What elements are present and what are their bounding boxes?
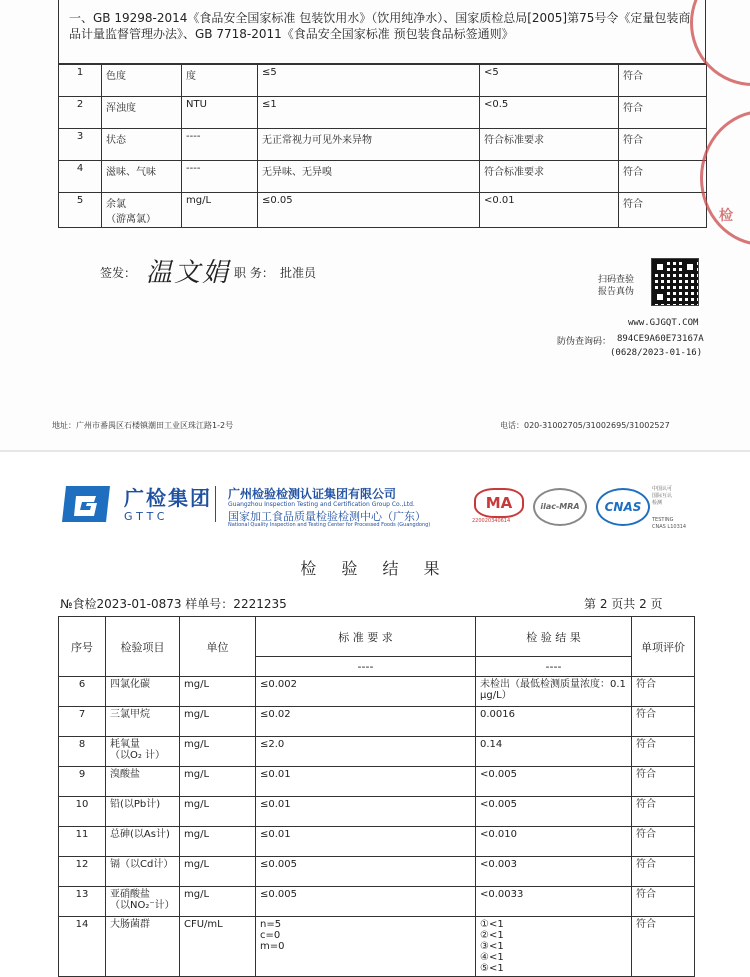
row-no: 12 [59, 857, 106, 887]
center-name-en: National Quality Inspection and Testing Center for Processed Foods (Guangdong) [228, 522, 431, 528]
institution-name: 广州检验检测认证集团有限公司 [228, 487, 397, 501]
row-result: 0.0016 [476, 707, 632, 737]
row-unit: CFU/mL [180, 917, 256, 977]
anti-fake-label: 防伪查询码： [557, 337, 612, 347]
brand-name-en: GTTC [124, 510, 169, 523]
header-standard: 标 准 要 求 [256, 617, 476, 657]
row-item: 大肠菌群 [106, 917, 180, 977]
results-table-page2 [58, 616, 695, 977]
row-result: <0.0033 [476, 887, 632, 917]
row-no: 5 [59, 193, 102, 228]
cnas-note-3: 检测 [652, 500, 663, 506]
row-no: 10 [59, 797, 106, 827]
row-result: <0.010 [476, 827, 632, 857]
row-no: 6 [59, 677, 106, 707]
signature: 温文娟 [146, 258, 231, 288]
position-value: 批准员 [280, 266, 317, 280]
row-item: 总砷(以As计) [106, 827, 180, 857]
row-standard: ≤0.01 [256, 767, 476, 797]
results-table-page1 [58, 64, 707, 228]
row-standard: ≤0.005 [256, 857, 476, 887]
row-standard: ≤1 [258, 97, 480, 129]
row-result: 符合标准要求 [480, 161, 619, 193]
row-no: 11 [59, 827, 106, 857]
table-row [59, 917, 695, 977]
row-no: 2 [59, 97, 102, 129]
table-row [59, 857, 695, 887]
scan-text-1: 扫码查验 [598, 275, 635, 285]
header-no: 序号 [59, 617, 106, 677]
address-text: 地址：广州市番禺区石楼镇潮田工业区珠江路1-2号 [52, 421, 234, 430]
scan-text-2: 报告真伪 [598, 287, 635, 297]
row-item: 浑浊度 [102, 97, 182, 129]
row-verdict: 符合 [632, 917, 695, 977]
table-row [59, 887, 695, 917]
qr-code-icon[interactable] [651, 258, 699, 306]
row-standard: ≤2.0 [256, 737, 476, 767]
row-result: ①<1 ②<1 ③<1 ④<1 ⑤<1 [476, 917, 632, 977]
row-no: 3 [59, 129, 102, 161]
row-unit: ---- [182, 161, 258, 193]
row-standard: ≤0.01 [256, 827, 476, 857]
table-row [59, 737, 695, 767]
phone-text: 电话：020-31002705/31002695/31002527 [500, 421, 670, 430]
row-verdict: 符合 [619, 193, 707, 228]
cnas-note-5: CNAS L10314 [652, 524, 687, 530]
brand-name-cn: 广检集团 [124, 486, 212, 510]
stamp-text: 检 [719, 208, 733, 224]
row-item: 耗氧量 （以O₂ 计） [106, 737, 180, 767]
table-row [59, 129, 707, 161]
table-row [59, 797, 695, 827]
row-result: <0.01 [480, 193, 619, 228]
row-result: <0.005 [476, 767, 632, 797]
cnas-note-2: 国际互认 [652, 493, 673, 499]
row-unit: mg/L [180, 827, 256, 857]
row-item: 亚硝酸盐 （以NO₂⁻计） [106, 887, 180, 917]
row-item: 余氯 （游离氯） [102, 193, 182, 228]
row-verdict: 符合 [632, 887, 695, 917]
row-verdict: 符合 [632, 797, 695, 827]
row-verdict: 符合 [619, 129, 707, 161]
official-seal-stamp-2 [700, 110, 750, 246]
row-unit: mg/L [180, 677, 256, 707]
row-unit: mg/L [182, 193, 258, 228]
cnas-notes [652, 486, 686, 531]
header-divider [215, 486, 216, 522]
row-unit: 度 [182, 65, 258, 97]
row-standard: ≤0.05 [258, 193, 480, 228]
header-item: 检验项目 [106, 617, 180, 677]
header-unit: 单位 [180, 617, 256, 677]
row-result: 未检出（最低检测质量浓度：0.1 μg/L） [476, 677, 632, 707]
table-row [59, 827, 695, 857]
row-unit: mg/L [180, 737, 256, 767]
row-no: 1 [59, 65, 102, 97]
website-text: www.GJGQT.COM [628, 318, 699, 328]
row-standard: ≤0.02 [256, 707, 476, 737]
table-row [59, 677, 695, 707]
row-result: <0.5 [480, 97, 619, 129]
table-row [59, 193, 707, 228]
row-standard: ≤0.002 [256, 677, 476, 707]
row-unit: mg/L [180, 797, 256, 827]
report-page-2 [0, 452, 750, 974]
institution-name-en: Guangzhou Inspection Testing and Certification Group Co.,Ltd. [228, 501, 415, 508]
table-row [59, 707, 695, 737]
row-standard: ≤0.01 [256, 797, 476, 827]
row-standard: ≤0.005 [256, 887, 476, 917]
cma-cert-no: 220020340614 [472, 518, 511, 524]
table-row [59, 97, 707, 129]
basis-standards-text: 一、GB 19298-2014《食品安全国家标准 包装饮用水》（饮用纯净水）、国家质检总局[2005]第75号令《定量包装商品计量监督管理办法》、GB 7718-2011《食品安全国家标准 预包装食品标签通则》 [58, 0, 706, 64]
sign-label: 签发： [100, 266, 137, 280]
row-verdict: 符合 [619, 97, 707, 129]
row-result: 符合标准要求 [480, 129, 619, 161]
header-result-dash: ---- [476, 657, 632, 677]
cnas-cert-icon: CNAS [596, 488, 650, 526]
anti-fake-code: 894CE9A60E73167A [617, 334, 704, 344]
row-item: 四氯化碳 [106, 677, 180, 707]
header-standard-dash: ---- [256, 657, 476, 677]
row-result: 0.14 [476, 737, 632, 767]
row-item: 溴酸盐 [106, 767, 180, 797]
row-item: 色度 [102, 65, 182, 97]
page-info: 第 2 页共 2 页 [584, 597, 663, 611]
row-verdict: 符合 [632, 767, 695, 797]
row-unit: NTU [182, 97, 258, 129]
row-item: 铅(以Pb计) [106, 797, 180, 827]
row-unit: mg/L [180, 707, 256, 737]
row-result: <0.005 [476, 797, 632, 827]
row-item: 滋味、气味 [102, 161, 182, 193]
document-title: 检 验 结 果 [300, 559, 450, 578]
cnas-note-4: TESTING [652, 517, 674, 523]
row-verdict: 符合 [632, 737, 695, 767]
ilac-cert-icon: ilac-MRA [533, 488, 587, 526]
row-standard: ≤5 [258, 65, 480, 97]
row-standard: n=5 c=0 m=0 [256, 917, 476, 977]
row-unit: mg/L [180, 767, 256, 797]
gttc-logo-icon [60, 484, 112, 524]
row-no: 14 [59, 917, 106, 977]
row-result: <5 [480, 65, 619, 97]
row-standard: 无异味、无异嗅 [258, 161, 480, 193]
row-item: 镉（以Cd计） [106, 857, 180, 887]
row-item: 三氯甲烷 [106, 707, 180, 737]
row-verdict: 符合 [632, 677, 695, 707]
row-standard: 无正常视力可见外来异物 [258, 129, 480, 161]
row-no: 8 [59, 737, 106, 767]
center-name: 国家加工食品质量检验检测中心（广东） [228, 510, 426, 523]
row-result: <0.003 [476, 857, 632, 887]
row-verdict: 符合 [632, 857, 695, 887]
row-verdict: 符合 [619, 65, 707, 97]
report-page-1 [0, 0, 750, 450]
row-no: 13 [59, 887, 106, 917]
row-verdict: 符合 [632, 707, 695, 737]
row-unit: ---- [182, 129, 258, 161]
table-row [59, 65, 707, 97]
row-unit: mg/L [180, 857, 256, 887]
cma-cert-icon: MA [474, 488, 524, 518]
row-no: 9 [59, 767, 106, 797]
row-unit: mg/L [180, 887, 256, 917]
doc-ref: (0628/2023-01-16) [610, 348, 703, 358]
header-verdict: 单项评价 [632, 617, 695, 677]
cnas-note-1: 中国认可 [652, 486, 673, 492]
row-verdict: 符合 [632, 827, 695, 857]
row-verdict: 符合 [619, 161, 707, 193]
row-no: 4 [59, 161, 102, 193]
position-label: 职 务： [234, 266, 274, 280]
header-result: 检 验 结 果 [476, 617, 632, 657]
report-number: №食检2023-01-0873 样单号：2221235 [60, 597, 287, 611]
row-no: 7 [59, 707, 106, 737]
table-row [59, 767, 695, 797]
row-item: 状态 [102, 129, 182, 161]
table-row [59, 161, 707, 193]
